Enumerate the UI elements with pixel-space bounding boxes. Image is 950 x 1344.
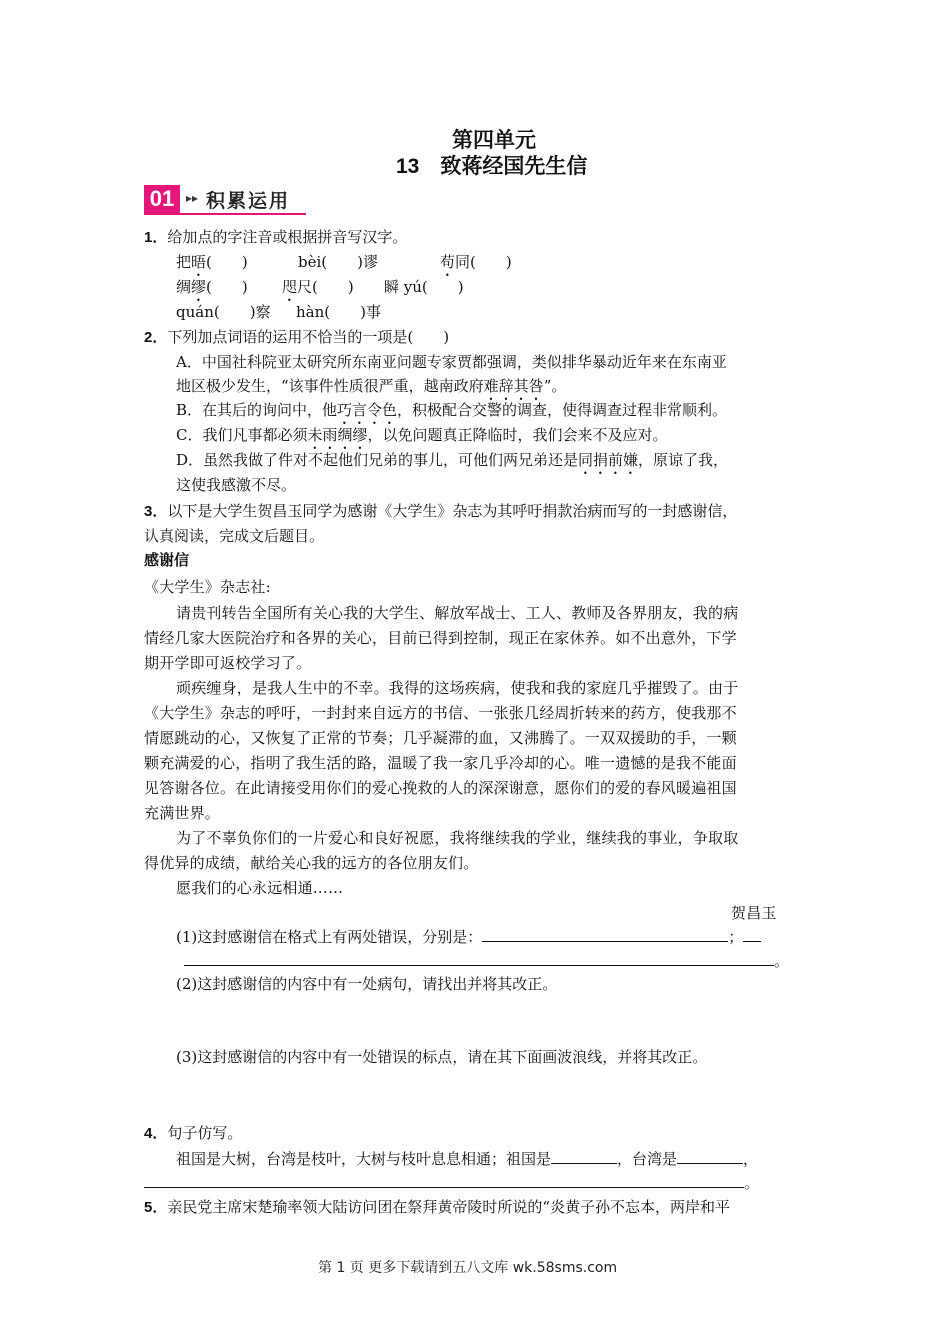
section-label: 积累运用 xyxy=(206,190,291,212)
question-1: 1．给加点的字注音或根据拼音写汉字。 xyxy=(144,228,408,246)
q3-sub-1: (1)这封感谢信在格式上有两处错误，分别是： ； xyxy=(176,927,761,946)
q2-option-c: C．我们凡事都必须未雨绸缪，以免问题真正降临时，我们会来不及应对。 xyxy=(176,426,668,444)
letter-line: 为了不辜负你们的一片爱心和良好祝愿，我将继续我的学业，继续我的事业，争取取 xyxy=(176,829,739,847)
double-arrow-icon: ▸▸ xyxy=(186,191,199,205)
question-2: 2．下列加点词语的运用不恰当的一项是( ) xyxy=(144,328,450,346)
letter-line: 期开学即可返校学习了。 xyxy=(144,654,312,672)
letter-title: 感谢信 xyxy=(144,552,190,569)
q1-row-1-item-2: bèi( )谬 xyxy=(298,253,378,271)
q2-option-d-line-1: D．虽然我做了件对不起他们兄弟的事儿，可他们两兄弟还是同捐前嫌，原谅了我， xyxy=(176,451,729,469)
q3-sub-1-line-2: 。 xyxy=(184,951,789,970)
q4-line-2: 。 xyxy=(144,1173,759,1192)
answer-blank[interactable] xyxy=(743,927,761,942)
letter-line: 《大学生》杂志的呼吁，一封封来自远方的书信、一张张几经周折转来的药方，使我那不 xyxy=(144,704,737,722)
q1-row-2: 绸缪( ) xyxy=(176,278,248,296)
q3-sub-2: (2)这封感谢信的内容中有一处病句，请找出并将其改正。 xyxy=(176,975,558,993)
q1-row-2-item-3: 瞬 yú( ) xyxy=(384,278,464,296)
q2-option-d-line-2: 这使我感激不尽。 xyxy=(176,476,297,494)
letter-signature: 贺昌玉 xyxy=(731,904,777,922)
q4-line-1: 祖国是大树，台湾是枝叶，大树与枝叶息息相通；祖国是 ，台湾是 ， xyxy=(176,1150,759,1168)
answer-blank[interactable] xyxy=(144,1173,744,1188)
letter-line: 充满世界。 xyxy=(144,804,221,822)
q1-row-1: 把晤( ) xyxy=(176,253,248,271)
q1-row-3: quán( )察 xyxy=(176,303,271,321)
q1-row-3-item-2: hàn( )事 xyxy=(296,303,381,321)
letter-line: 顽疾缠身，是我人生中的不幸。我得的这场疾病，使我和我的家庭几乎摧毁了。由于 xyxy=(176,679,739,697)
q2-option-a-line-2: 地区极少发生，“该事件性质很严重，越南政府难辞其咎”。 xyxy=(176,377,567,395)
letter-line: 情经几家大医院治疗和各界的关心，目前已得到控制，现正在家休养。如不出意外，下学 xyxy=(144,629,737,647)
answer-blank[interactable] xyxy=(482,927,728,942)
question-3-line-2: 认真阅读，完成文后题目。 xyxy=(144,527,325,545)
letter-salutation: 《大学生》杂志社: xyxy=(144,578,271,596)
unit-title: 第四单元 xyxy=(452,129,536,152)
answer-blank[interactable] xyxy=(551,1149,617,1164)
letter-line: 情愿跳动的心，又恢复了正常的节奏；几乎凝滞的血，又沸腾了。一双双援助的手，一颗 xyxy=(144,729,737,747)
letter-line: 得优异的成绩，献给关心我的远方的各位朋友们。 xyxy=(144,854,479,872)
section-number: 01 xyxy=(144,185,180,213)
question-3: 3．以下是大学生贺昌玉同学为感谢《大学生》杂志为其呼吁捐款治病而写的一封感谢信， xyxy=(144,502,738,520)
page-footer: 第 1 页 更多下载请到五八文库 wk.58sms.com xyxy=(318,1260,618,1276)
letter-line: 颗充满爱的心，指明了我生活的路，温暖了我一家几乎冷却的心。唯一遗憾的是我不能面 xyxy=(144,754,737,772)
q3-sub-3: (3)这封感谢信的内容中有一处错误的标点，请在其下面画波浪线，并将其改正。 xyxy=(176,1048,708,1066)
letter-line: 见答谢各位。在此请接受用你们的爱心挽救的人的深深谢意，愿你们的爱的春风暖遍祖国 xyxy=(144,779,737,797)
answer-blank[interactable] xyxy=(677,1149,743,1164)
lesson-title: 13 致蒋经国先生信 xyxy=(396,155,588,178)
letter-line: 请贵刊转告全国所有关心我的大学生、解放军战士、工人、教师及各界朋友，我的病 xyxy=(176,604,739,622)
q2-option-b: B．在其后的询问中，他巧言令色，积极配合交警的调查，使得调查过程非常顺利。 xyxy=(176,401,728,419)
question-4: 4．句子仿写。 xyxy=(144,1124,243,1142)
q1-row-2-item-2: 咫尺( ) xyxy=(282,278,354,296)
q1-row-1-item-3: 苟同( ) xyxy=(440,253,512,271)
question-5: 5．亲民党主席宋楚瑜率领大陆访问团在祭拜黄帝陵时所说的“炎黄子孙不忘本，两岸和平 xyxy=(144,1198,731,1216)
letter-line: 愿我们的心永远相通…… xyxy=(176,879,344,897)
q2-option-a-line-1: A．中国社科院亚太研究所东南亚问题专家贾都强调，类似排华暴动近年来在东南亚 xyxy=(176,353,727,371)
section-underline xyxy=(144,213,306,215)
answer-blank[interactable] xyxy=(184,951,774,966)
